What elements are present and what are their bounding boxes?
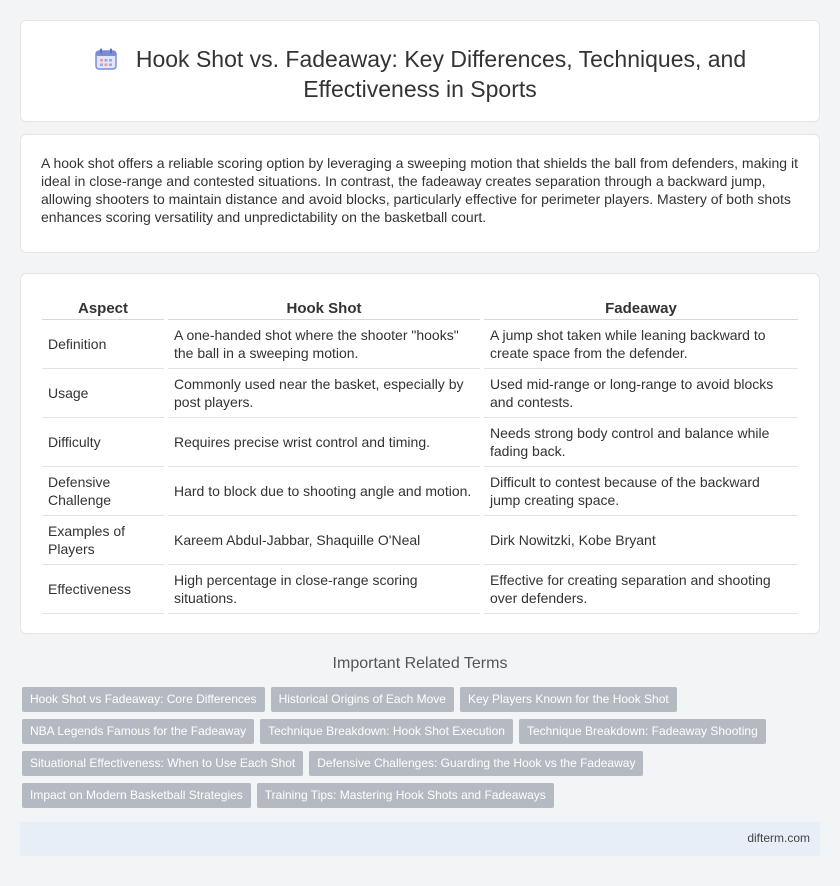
table-row <box>42 368 798 417</box>
table-row <box>42 564 798 613</box>
cell-aspect: Usage <box>42 368 166 417</box>
related-term-tag[interactable]: Technique Breakdown: Hook Shot Execution <box>260 719 513 744</box>
tag-row <box>22 783 818 815</box>
cell-aspect: Difficulty <box>42 417 166 466</box>
header-hook-shot: Hook Shot <box>166 297 482 319</box>
title-card <box>20 20 820 122</box>
cell-aspect: Definition <box>42 319 166 368</box>
footer-site-name[interactable]: difterm.com <box>747 831 810 845</box>
cell-hook-shot: A one-handed shot where the shooter "hooks" the ball in a sweeping motion. <box>166 319 482 368</box>
related-terms-list <box>22 687 818 815</box>
cell-hook-shot: Hard to block due to shooting angle and motion. <box>166 466 482 515</box>
related-term-tag[interactable]: Defensive Challenges: Guarding the Hook vs the Fadeaway <box>309 751 643 776</box>
intro-card <box>20 134 820 253</box>
table-row <box>42 417 798 466</box>
header-aspect: Aspect <box>42 297 166 319</box>
footer <box>20 822 820 856</box>
cell-hook-shot: Commonly used near the basket, especially by post players. <box>166 368 482 417</box>
related-term-tag[interactable]: Impact on Modern Basketball Strategies <box>22 783 251 808</box>
tag-row <box>22 751 818 783</box>
cell-fadeaway: Difficult to contest because of the backward jump creating space. <box>482 466 798 515</box>
related-term-tag[interactable]: Training Tips: Mastering Hook Shots and Fadeaways <box>257 783 554 808</box>
cell-fadeaway: Used mid-range or long-range to avoid blocks and contests. <box>482 368 798 417</box>
related-term-tag[interactable]: Historical Origins of Each Move <box>271 687 454 712</box>
related-term-tag[interactable]: Hook Shot vs Fadeaway: Core Differences <box>22 687 265 712</box>
table-row <box>42 515 798 564</box>
page-title <box>61 45 779 104</box>
tag-row <box>22 719 818 751</box>
comparison-card <box>20 273 820 634</box>
cell-aspect: Defensive Challenge <box>42 466 166 515</box>
cell-fadeaway: A jump shot taken while leaning backward to create space from the defender. <box>482 319 798 368</box>
calendar-icon <box>94 47 118 71</box>
comparison-table <box>42 297 798 614</box>
table-row <box>42 319 798 368</box>
table-header-row <box>42 297 798 319</box>
header-fadeaway: Fadeaway <box>482 297 798 319</box>
cell-fadeaway: Dirk Nowitzki, Kobe Bryant <box>482 515 798 564</box>
intro-paragraph: A hook shot offers a reliable scoring option by leveraging a sweeping motion that shields the ball from defenders, making it ideal in close-range and contested situations. In contrast, the fadeaway creates separation through a backward jump, allowing shooters to maintain distance and avoid blocks, particularly effective for perimeter players. Mastery of both shots enhances scoring versatility and unpredictability on the basketball court. <box>41 155 798 225</box>
title-line-1: Hook Shot vs. Fadeaway: Key Differences, Techniques, and <box>135 46 747 72</box>
related-term-tag[interactable]: Key Players Known for the Hook Shot <box>460 687 677 712</box>
related-term-tag[interactable]: Situational Effectiveness: When to Use Each Shot <box>22 751 303 776</box>
related-terms-heading: Important Related Terms <box>332 655 508 672</box>
cell-aspect: Effectiveness <box>42 564 166 613</box>
related-term-tag[interactable]: Technique Breakdown: Fadeaway Shooting <box>519 719 766 744</box>
table-row <box>42 466 798 515</box>
cell-hook-shot: Requires precise wrist control and timing. <box>166 417 482 466</box>
related-term-tag[interactable]: NBA Legends Famous for the Fadeaway <box>22 719 254 744</box>
cell-aspect: Examples of Players <box>42 515 166 564</box>
cell-fadeaway: Effective for creating separation and shooting over defenders. <box>482 564 798 613</box>
tag-row <box>22 687 818 719</box>
cell-fadeaway: Needs strong body control and balance while fading back. <box>482 417 798 466</box>
title-line-2: Effectiveness in Sports <box>303 75 537 102</box>
cell-hook-shot: High percentage in close-range scoring situations. <box>166 564 482 613</box>
cell-hook-shot: Kareem Abdul-Jabbar, Shaquille O'Neal <box>166 515 482 564</box>
